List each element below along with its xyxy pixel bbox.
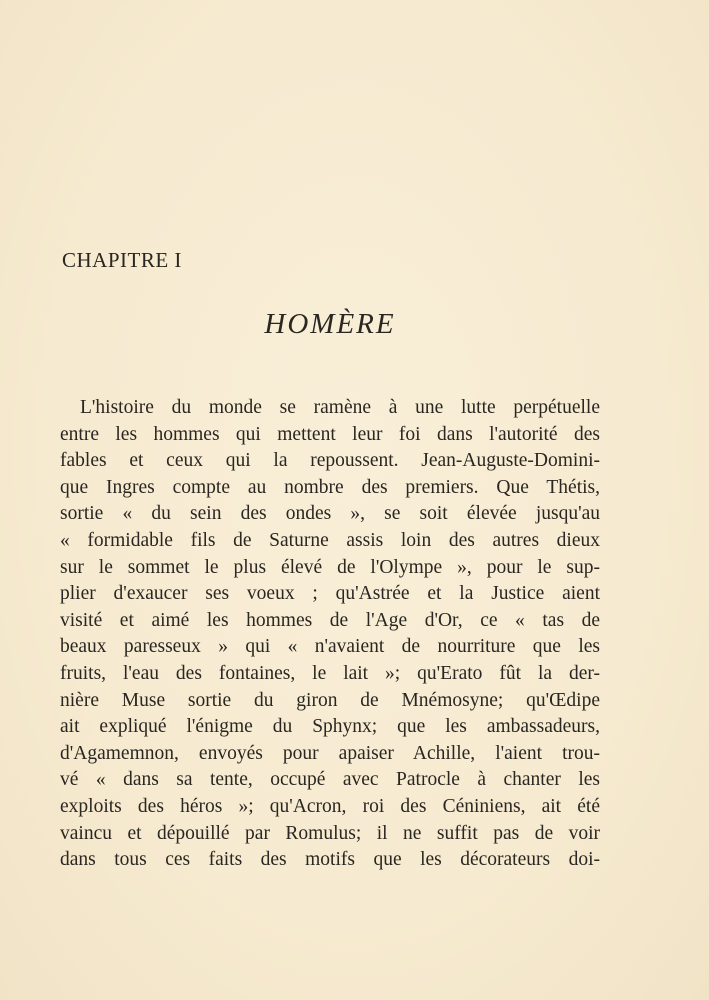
text-line: exploits des héros »; qu'Acron, roi des Céniniens, ait été <box>60 795 600 817</box>
text-line: visité et aimé les hommes de l'Age d'Or, ce « tas de <box>60 609 600 631</box>
text-line: vé « dans sa tente, occupé avec Patrocle à chanter les <box>60 769 600 791</box>
text-line: sortie « du sein des ondes », se soit élevée jusqu'au <box>60 503 600 525</box>
text-line: ait expliqué l'énigme du Sphynx; que les ambassadeurs, <box>60 716 600 738</box>
text-line: fables et ceux qui la repoussent. Jean-Auguste-Domini- <box>60 450 600 472</box>
text-line: d'Agamemnon, envoyés pour apaiser Achille, l'aient trou- <box>60 742 600 764</box>
text-line: plier d'exaucer ses voeux ; qu'Astrée et la Justice aient <box>60 583 600 605</box>
text-line: L'histoire du monde se ramène à une lutte perpétuelle <box>80 397 600 418</box>
text-line: sur le sommet le plus élevé de l'Olympe », pour le sup- <box>60 556 600 578</box>
text-line: fruits, l'eau des fontaines, le lait »; qu'Erato fût la der- <box>60 662 600 684</box>
text-line: beaux paresseux » qui « n'avaient de nourriture que les <box>60 636 600 658</box>
text-line: nière Muse sortie du giron de Mnémosyne; qu'Œdipe <box>60 689 600 711</box>
text-line: « formidable fils de Saturne assis loin des autres dieux <box>60 529 600 551</box>
text-line: vaincu et dépouillé par Romulus; il ne suffit pas de voir <box>60 822 600 844</box>
text-line: que Ingres compte au nombre des premiers. Que Thétis, <box>60 476 600 498</box>
body-paragraph <box>60 395 600 874</box>
chapter-title: HOMÈRE <box>264 308 396 340</box>
chapter-label: CHAPITRE I <box>62 248 182 272</box>
text-line: dans tous ces faits des motifs que les décorateurs doi- <box>60 849 600 871</box>
text-line: entre les hommes qui mettent leur foi dans l'autorité des <box>60 423 600 445</box>
